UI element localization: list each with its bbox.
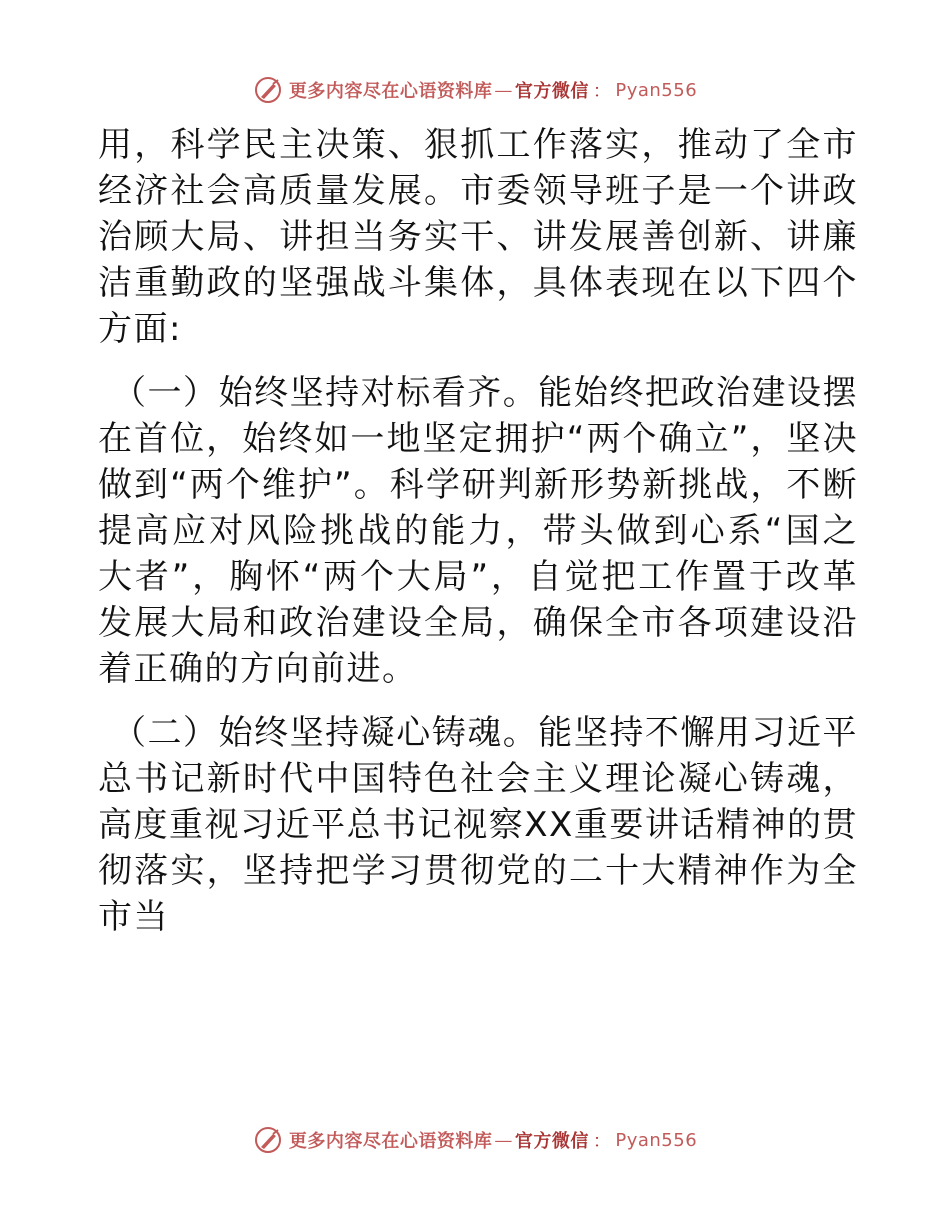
watermark-wechat-id: Pyan556 [615, 79, 698, 101]
watermark-dash: — [494, 79, 513, 101]
quill-pen-logo-icon [253, 1125, 283, 1155]
body-paragraph-3: （二）始终坚持凝心铸魂。能坚持不懈用习近平总书记新时代中国特色社会主义理论凝心铸魂，高度重视习近平总书记视察XX重要讲话精神的贯彻落实，坚持把学习贯彻党的二十大精神作为全市当 [98, 713, 858, 937]
document-body [98, 122, 858, 940]
watermark-main-text: 更多内容尽在心语资料库 [288, 1131, 493, 1152]
watermark-colon: ： [592, 81, 612, 102]
watermark-colon: ： [592, 1131, 612, 1152]
watermark-wechat-label: 官方微信 [514, 1131, 589, 1152]
watermark-wechat-label: 官方微信 [514, 81, 589, 102]
body-paragraph-2: （一）始终坚持对标看齐。能始终把政治建设摆在首位，始终如一地坚定拥护“两个确立”，坚决做到“两个维护”。科学研判新形势新挑战，不断提高应对风险挑战的能力，带头做到心系“国之大者”，胸怀“两个大局”，自觉把工作置于改革发展大局和政治建设全局，确保全市各项建设沿着正确的方向前进。 [98, 373, 858, 689]
body-paragraph-1: 用，科学民主决策、狠抓工作落实，推动了全市经济社会高质量发展。市委领导班子是一个讲政治顾大局、讲担当务实干、讲发展善创新、讲廉洁重勤政的坚强战斗集体，具体表现在以下四个方面: [98, 125, 858, 349]
watermark-wechat-id: Pyan556 [615, 1129, 698, 1151]
watermark-main-text: 更多内容尽在心语资料库 [288, 81, 493, 102]
header-watermark [0, 70, 950, 110]
footer-watermark [0, 1120, 950, 1160]
watermark-dash: — [494, 1129, 513, 1151]
quill-pen-logo-icon [253, 75, 283, 105]
